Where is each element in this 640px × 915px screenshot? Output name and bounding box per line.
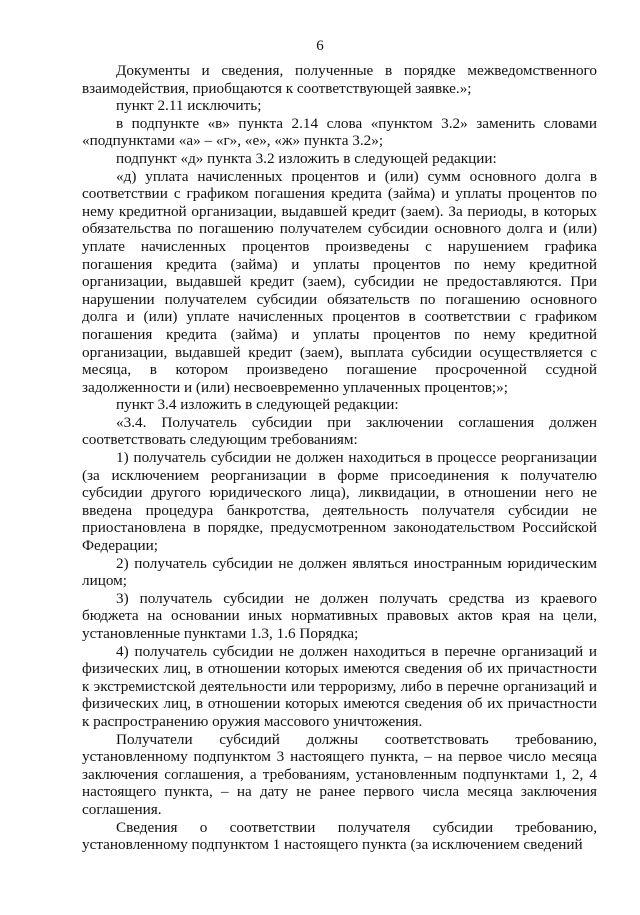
paragraph-8: 1) получатель субсидии не должен находиться в процессе реорганизации (за исключением реорганизации в форме присоединения к получателю субсидии другого юридического лица), ликвидации, в отношении него не введена процедура банкротства, деятельность получателя субсидии не приостановлена в порядке, предусмотренном законодательством Российской Федерации;: [82, 449, 597, 555]
paragraph-4: подпункт «д» пункта 3.2 изложить в следующей редакции:: [116, 149, 497, 167]
paragraph-13: Сведения о соответствии получателя субсидии требованию, установленному подпунктом 1 настоящего пункта (за исключением сведений: [82, 818, 597, 854]
paragraph-2: пункт 2.11 исключить;: [116, 97, 262, 115]
document-body: [82, 62, 597, 854]
paragraph-6: пункт 3.4 изложить в следующей редакции:: [116, 396, 399, 414]
paragraph-9: 2) получатель субсидии не должен являться иностранным юридическим лицом;: [82, 554, 597, 590]
paragraph-10: 3) получатель субсидии не должен получать средства из краевого бюджета на основании иных нормативных правовых актов края на цели, установленные пунктами 1.3, 1.6 Порядка;: [82, 589, 597, 642]
paragraph-12: Получатели субсидий должны соответствовать требованию, установленному подпунктом 3 настоящего пункта, – на первое число месяца заключения соглашения, а требованиям, установленным подпунктами 1, 2, 4 настоящего пункта, – на дату не ранее первого числа месяца заключения соглашения.: [82, 730, 597, 818]
paragraph-1: Документы и сведения, полученные в порядке межведомственного взаимодействия, приобщаются к соответствующей заявке.»;: [82, 62, 597, 97]
page-number: 6: [316, 38, 324, 54]
paragraph-7: «3.4. Получатель субсидии при заключении соглашения должен соответствовать следующим требованиям:: [82, 413, 597, 449]
paragraph-3: в подпункте «в» пункта 2.14 слова «пунктом 3.2» заменить словами «подпунктами «а» – «г», «е», «ж» пункта 3.2»;: [82, 114, 597, 150]
paragraph-11: 4) получатель субсидии не должен находиться в перечне организаций и физических лиц, в отношении которых имеются сведения об их причастности к экстремистской деятельности или терроризму, либо в перечне организаций и физических лиц, в отношении которых имеются сведения об их причастности к распространению оружия массового уничтожения.: [82, 642, 597, 730]
paragraph-5: «д) уплата начисленных процентов и (или) сумм основного долга в соответствии с графиком погашения кредита (займа) и уплаты процентов по нему кредитной организации, выдавшей кредит (заем). За периоды, в которых обязательства по погашению получателем субсидии основного долга и (или) уплате начисленных процентов произведены с нарушением графика погашения кредита (займа) и уплаты процентов по нему кредитной организации, выдавшей кредит (заем), субсидии не предоставляются. При нарушении получателем субсидии обязательств по погашению основного долга и (или) уплате начисленных процентов в соответствии с графиком погашения кредита (займа) и уплаты процентов по нему кредитной организации, выдавшей кредит (заем), выплата субсидии осуществляется с месяца, в котором произведено погашение просроченной ссудной задолженности и (или) несвоевременно уплаченных процентов;»;: [82, 167, 597, 396]
